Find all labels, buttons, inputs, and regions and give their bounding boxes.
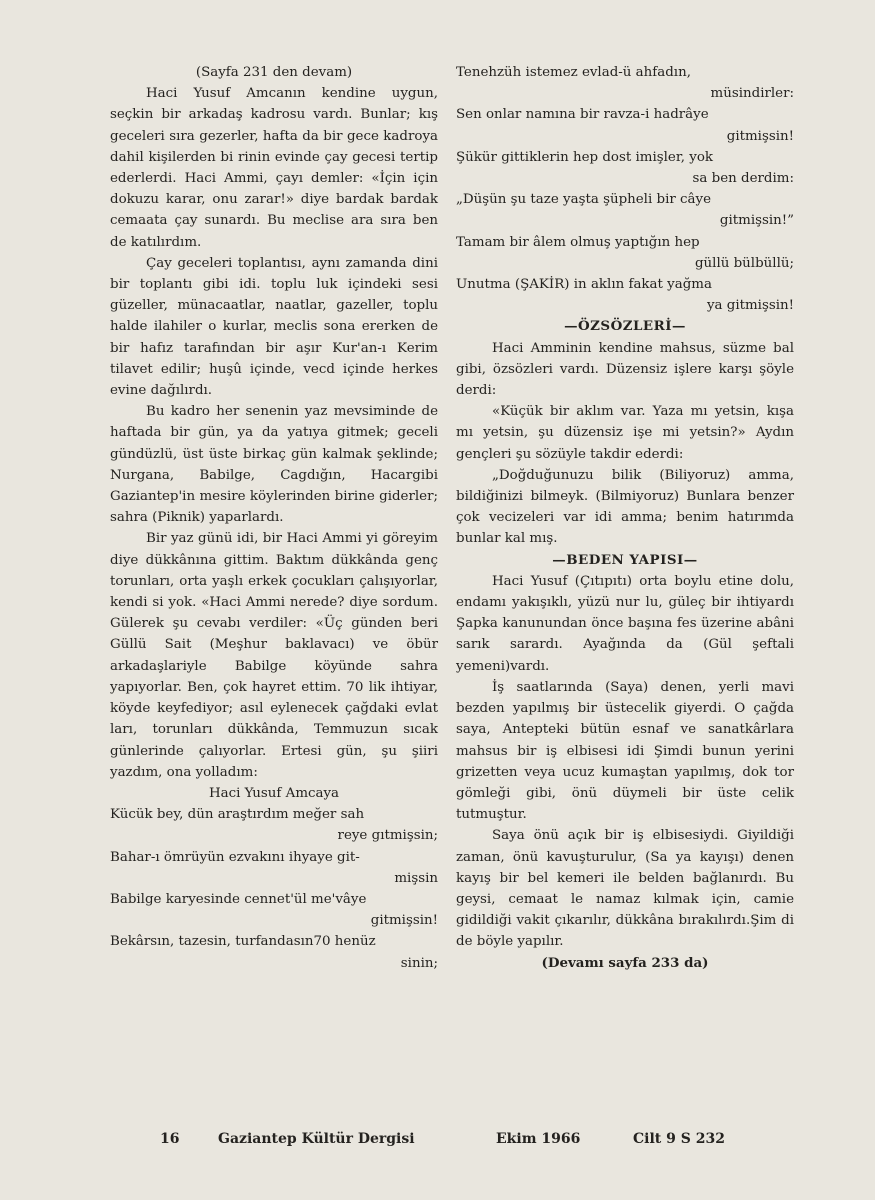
issue-date: Ekim 1966 [496, 1131, 581, 1147]
poem-line-cont: müsindirler: [710, 86, 794, 102]
page-footer [0, 1131, 875, 1155]
poem-line: Babilge karyesinde cennet'ül me'vâye [110, 891, 367, 907]
paragraph: Haci Yusuf Amcanın kendine uygun, seçkin bir arkadaş kadrosu vardı. Bunlar; kış geceleri sıra gezerler, hafta da bir gece kadroya dahil kişilerden bi rinin evinde çay gecesi tertip ederlerdi. Haci Ammi, çayı demler: «İçin için dokuzu karar, onu zarar!» diye bardak bardak cemaata çay sunardı. Bu meclise ara sıra ben de katılırdım. [110, 86, 438, 250]
poem-line-cont: güllü bülbüllü; [694, 255, 794, 271]
poem-line-cont: gitmişsin! [726, 128, 794, 144]
journal-name: Gaziantep Kültür Dergisi [218, 1131, 415, 1147]
poem-line: Tenehzüh istemez evlad-ü ahfadın, [456, 65, 691, 80]
paragraph: „Doğduğunuzu bilik (Biliyoruz) amma, bildiğinizi bilmeyk. (Bilmiyoruz) Bunlara benzer çok vecizeleri var idi amma; benim hatırımda bunlar kal mış. [456, 467, 794, 547]
poem-line: Tamam bir âlem olmuş yaptığın hep [456, 234, 700, 250]
volume-issue: Cilt 9 S 232 [633, 1131, 725, 1147]
poem-line: Bahar-ı ömrüyün ezvakını ihyaye git- [110, 849, 360, 865]
section-heading-beden: —BEDEN YAPISI— [552, 551, 698, 568]
poem-line-cont: gitmişsin!” [719, 213, 794, 229]
paragraph: «Küçük bir aklım var. Yaza mı yetsin, kışa mı yetsin, şu düzensiz işe mi yetsin?» Aydın gençleri şu sözüyle takdir ederdi: [456, 404, 794, 462]
continued-from-note: (Sayfa 231 den devam) [195, 65, 353, 80]
paragraph: Saya önü açık bir iş elbisesiydi. Giyildiği zaman, önü kavuşturulur, (Sa ya kayışı) denen kayış bir bel kemeri ile belden bağlanırdı. Bu geysi, cemaat le namaz kılmak için, camie gidildiği vakit çıkarılır, dükkâna bırakılırdı.Şim di de böyle yapılır. [456, 828, 794, 950]
page-number: 16 [160, 1131, 180, 1147]
poem-line: Kücük bey, dün araştırdım meğer sah [110, 807, 365, 823]
poem-line-cont: sa ben derdim: [692, 171, 794, 187]
poem-line: „Düşün şu taze yaşta şüpheli bir câye [456, 192, 711, 208]
right-column [456, 62, 794, 974]
poem-line: Şükür gittiklerin hep dost imişler, yok [456, 149, 714, 165]
poem-line-cont: gitmişsin! [370, 913, 438, 929]
section-heading-ozsozler: —ÖZSÖZLERİ— [564, 318, 686, 335]
continued-to-note: (Devamı sayfa 233 da) [541, 954, 709, 971]
poem-line: Bekârsın, tazesin, turfandasın70 henüz [110, 934, 376, 950]
poem-line: Unutma (ŞAKİR) in aklın fakat yağma [456, 277, 712, 293]
paragraph: Haci Yusuf (Çıtıpıtı) orta boylu etine dolu, endamı yakışıklı, yüzü nur lu, güleç bir ihtiyardı Şapka kanunundan önce başına fes üzerine abâni sarık sarardı. Ayağında da (Gül şeftali yemeni)vardı. [456, 573, 794, 674]
paragraph: İş saatlarında (Saya) denen, yerli mavi bezden yapılmış bir üstecelik giyerdi. O çağda saya, Antepteki bütün esnaf ve sanatkârlara mahsus bir iş elbisesi idi Şimdi bunun yerini grizetten veya ucuz kumaştan yapılmış, dok tor gömleği gibi, önü düymeli bir üste celik tutmuştur. [456, 679, 794, 823]
paragraph: Bir yaz günü idi, bir Haci Ammi yi göreyim diye dükkânına gittim. Baktım dükkânda genç torunları, orta yaşlı erkek çocukları çalışıyorlar, kendi si yok. «Haci Ammi nerede? diye sordum. Gülerek şu cevabı verdiler: «Üç günden beri Güllü Sait (Meşhur baklavacı) ve öbür arkadaşlariyle Babilge köyünde sahra yapıyorlar. Ben, çok hayret ettim. 70 lik ihtiyar, köyde keyfediyor; asıl eylenecek çağdaki evlat ları, torunları dükkânda, Temmuzun sıcak günlerinde çalıyorlar. Ertesi gün, şu şiiri yazdım, ona yolladım: [110, 531, 438, 780]
paragraph: Çay geceleri toplantısı, aynı zamanda dini bir toplantı gibi idi. toplu luk içindeki sesi güzeller, münacaatlar, naatlar, gazeller, toplu halde ilahiler o kurlar, meclis sona ererken de bir hafız tarafından bir aşır Kur'an-ı Kerim tilavet edilir; huşû içinde, vecd içinde herkes evine dağılırdı. [110, 255, 438, 399]
paragraph: Bu kadro her senenin yaz mevsiminde de haftada bir gün, ya da yatıya gitmek; geceli gündüzlü, üst üste birkaç gün kalmak şeklinde; Nurgana, Babilge, Cagdığın, Hacargibi Gaziantep'in mesire köylerinden birine giderler; sahra (Piknik) yaparlardı. [110, 404, 438, 526]
poem-title: Haci Yusuf Amcaya [208, 785, 340, 801]
poem-continuation [456, 62, 794, 316]
poem-line-cont: sinin; [400, 955, 438, 971]
poem-stanza [110, 804, 438, 974]
left-column [110, 62, 438, 974]
poem-line-cont: ya gitmişsin! [706, 298, 794, 314]
poem-line-cont: reye gıtmişsin; [337, 828, 438, 844]
paragraph: Haci Amminin kendine mahsus, süzme bal gibi, özsözleri vardı. Düzensiz işlere karşı şöyle derdi: [456, 340, 794, 399]
poem-line: Sen onlar namına bir ravza-i hadrâye [456, 107, 709, 123]
poem-line-cont: mişsin [394, 870, 438, 886]
